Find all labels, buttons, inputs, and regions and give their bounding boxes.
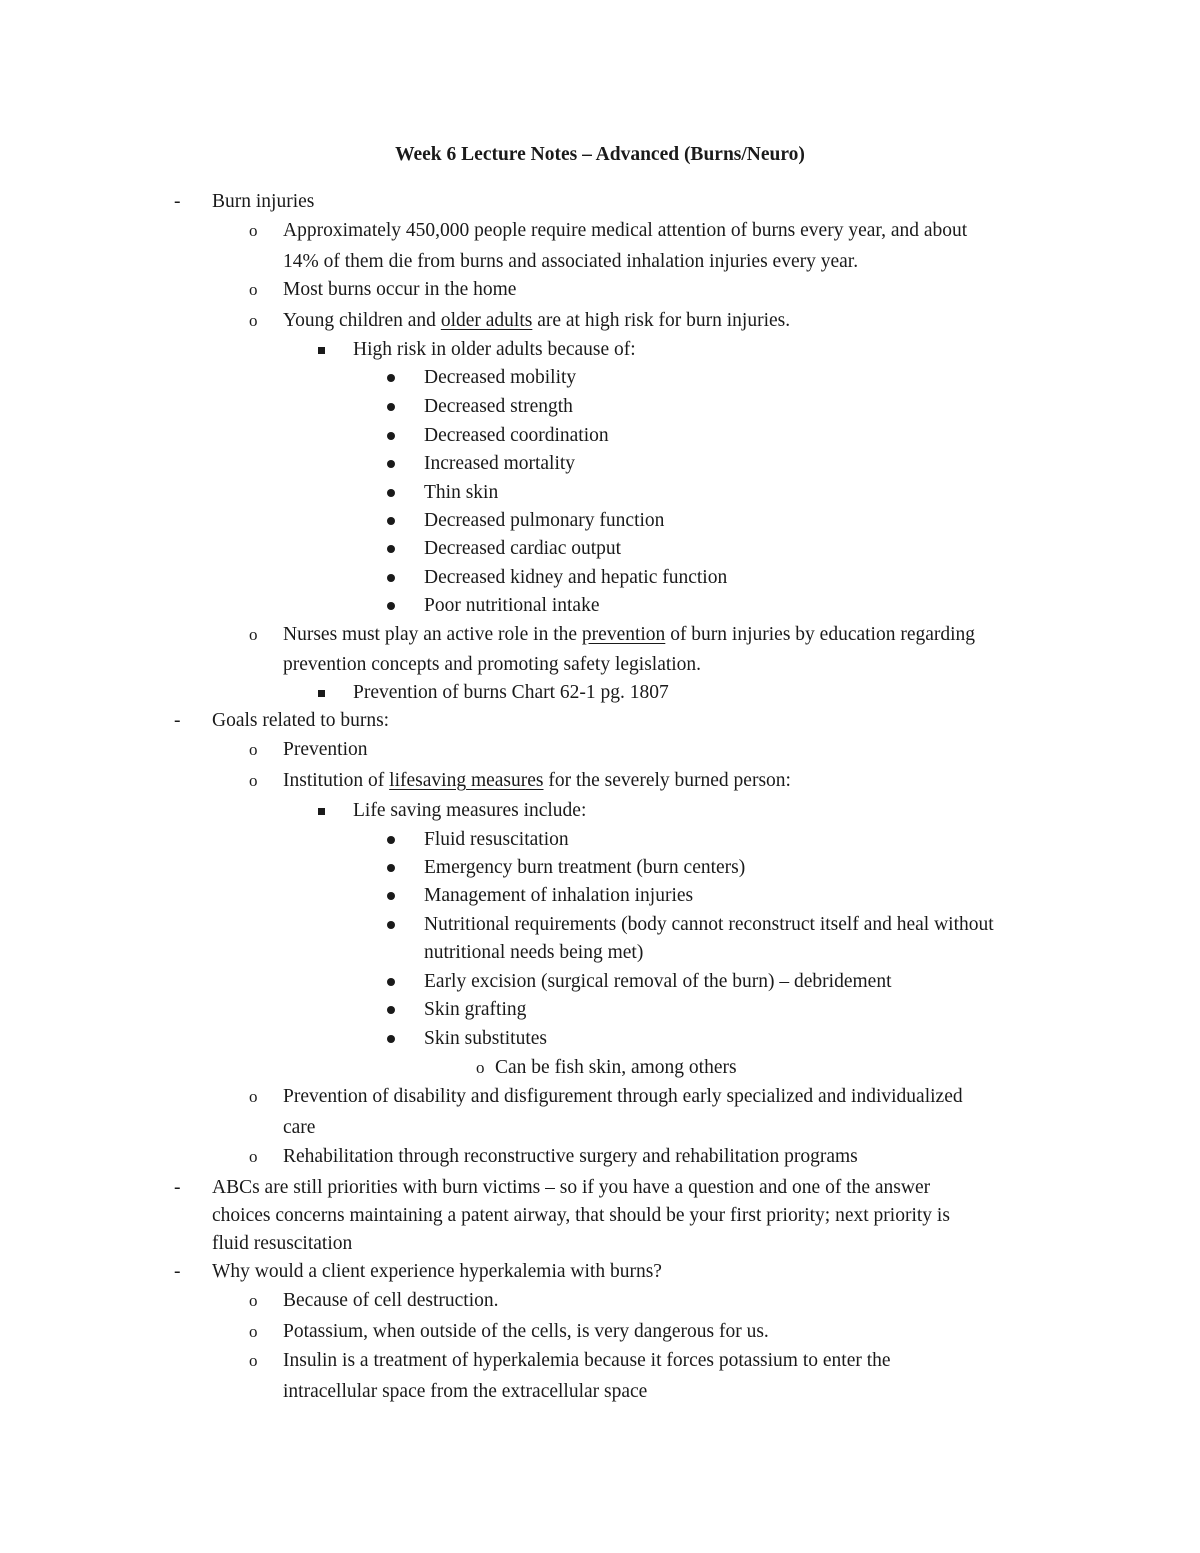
dot-bullet	[387, 403, 395, 411]
dot-bullet	[387, 978, 395, 986]
page-title: Week 6 Lecture Notes – Advanced (Burns/Neuro)	[395, 144, 805, 165]
prevention-underlined: prevention	[581, 624, 666, 645]
square-bullet	[318, 690, 325, 697]
dot-bullet	[387, 602, 395, 610]
square-bullet	[318, 347, 325, 354]
dot-bullet	[387, 864, 395, 872]
chart-reference: Prevention of burns Chart 62-1 pg. 1807	[353, 682, 669, 703]
hyperkalemia-answer-3-continued: intracellular space from the extracellular space	[283, 1381, 648, 1402]
dot-bullet	[387, 432, 395, 440]
measure-item: Skin substitutes	[424, 1028, 547, 1049]
measure-item: Early excision (surgical removal of the burn) – debridement	[424, 971, 892, 992]
older-adults-heading: High risk in older adults because of:	[353, 339, 636, 360]
disability-line-1: Prevention of disability and disfigurement through early specialized and individualized	[283, 1086, 963, 1107]
abcs-line-1: ABCs are still priorities with burn victims – so if you have a question and one of the answer	[212, 1177, 931, 1198]
hyperkalemia-answer-3: Insulin is a treatment of hyperkalemia because it forces potassium to enter the	[283, 1350, 891, 1371]
stat-line-1: Approximately 450,000 people require medical attention of burns every year, and about	[283, 220, 968, 241]
goal-prevention: Prevention	[283, 739, 368, 760]
institution-line	[283, 767, 791, 795]
section-heading-goals: Goals related to burns:	[212, 710, 390, 731]
measure-item: Fluid resuscitation	[424, 829, 569, 850]
dot-bullet	[387, 517, 395, 525]
dash-bullet: -	[174, 710, 181, 731]
dot-bullet	[387, 1006, 395, 1014]
measure-item: Skin grafting	[424, 999, 527, 1020]
rehabilitation-line: Rehabilitation through reconstructive surgery and rehabilitation programs	[283, 1146, 858, 1167]
circle-bullet: o	[249, 1291, 258, 1310]
dash-bullet: -	[174, 1261, 181, 1282]
dot-bullet	[387, 921, 395, 929]
older-factor-item: Decreased kidney and hepatic function	[424, 567, 728, 588]
measure-item: Emergency burn treatment (burn centers)	[424, 857, 746, 878]
measure-item: Nutritional requirements (body cannot reconstruct itself and heal without	[424, 914, 994, 935]
dot-bullet	[387, 1035, 395, 1043]
older-factor-item: Decreased strength	[424, 396, 573, 417]
circle-bullet: o	[249, 740, 258, 759]
hyperkalemia-question: Why would a client experience hyperkalemia with burns?	[212, 1261, 662, 1282]
older-factor-item: Decreased pulmonary function	[424, 510, 665, 531]
circle-bullet: o	[249, 771, 258, 790]
circle-bullet: o	[476, 1058, 485, 1077]
hyperkalemia-answer-1: Because of cell destruction.	[283, 1290, 499, 1311]
circle-bullet: o	[249, 1087, 258, 1106]
older-factor-item: Increased mortality	[424, 453, 576, 474]
older-factor-item: Decreased cardiac output	[424, 538, 622, 559]
nurses-line	[283, 621, 975, 649]
circle-bullet: o	[249, 625, 258, 644]
circle-bullet: o	[249, 221, 258, 240]
hyperkalemia-answer-2: Potassium, when outside of the cells, is very dangerous for us.	[283, 1321, 769, 1342]
circle-bullet: o	[249, 1322, 258, 1341]
institution-text-a: Institution of	[283, 770, 390, 791]
dot-bullet	[387, 374, 395, 382]
dot-bullet	[387, 892, 395, 900]
dash-bullet: -	[174, 191, 181, 212]
square-bullet	[318, 808, 325, 815]
dot-bullet	[387, 460, 395, 468]
dot-bullet	[387, 489, 395, 497]
abcs-line-2: choices concerns maintaining a patent airway, that should be your first priority; next priority is	[212, 1205, 950, 1226]
older-factor-item: Thin skin	[424, 482, 499, 503]
institution-text-b: for the severely burned person:	[543, 770, 791, 791]
dot-bullet	[387, 574, 395, 582]
older-factor-item: Decreased coordination	[424, 425, 609, 446]
dash-bullet: -	[174, 1177, 181, 1198]
stat-line-2: 14% of them die from burns and associated inhalation injuries every year.	[283, 251, 859, 272]
dot-bullet	[387, 545, 395, 553]
older-factor-item: Decreased mobility	[424, 367, 577, 388]
nurses-text-a: Nurses must play an active role in the	[283, 624, 582, 645]
circle-bullet: o	[249, 1351, 258, 1370]
older-factor-item: Poor nutritional intake	[424, 595, 600, 616]
lifesaving-underlined: lifesaving measures	[389, 770, 544, 791]
nurses-line-2: prevention concepts and promoting safety legislation.	[283, 654, 702, 675]
circle-bullet: o	[249, 1147, 258, 1166]
disability-line-2: care	[283, 1117, 316, 1138]
circle-bullet: o	[249, 280, 258, 299]
older-adults-underlined: older adults	[440, 310, 533, 331]
risk-text-b: are at high risk for burn injuries.	[532, 310, 791, 331]
dot-bullet	[387, 836, 395, 844]
home-line: Most burns occur in the home	[283, 279, 517, 300]
fish-skin-note: Can be fish skin, among others	[495, 1057, 737, 1078]
risk-text-a: Young children and	[283, 310, 441, 331]
life-saving-heading: Life saving measures include:	[353, 800, 587, 821]
measure-item: Management of inhalation injuries	[424, 885, 694, 906]
risk-line	[283, 307, 790, 335]
nurses-text-b: of burn injuries by education regarding	[665, 624, 976, 645]
measure-item-continued: nutritional needs being met)	[424, 942, 644, 963]
circle-bullet: o	[249, 311, 258, 330]
section-heading-burn-injuries: Burn injuries	[212, 191, 315, 212]
abcs-line-3: fluid resuscitation	[212, 1233, 353, 1254]
